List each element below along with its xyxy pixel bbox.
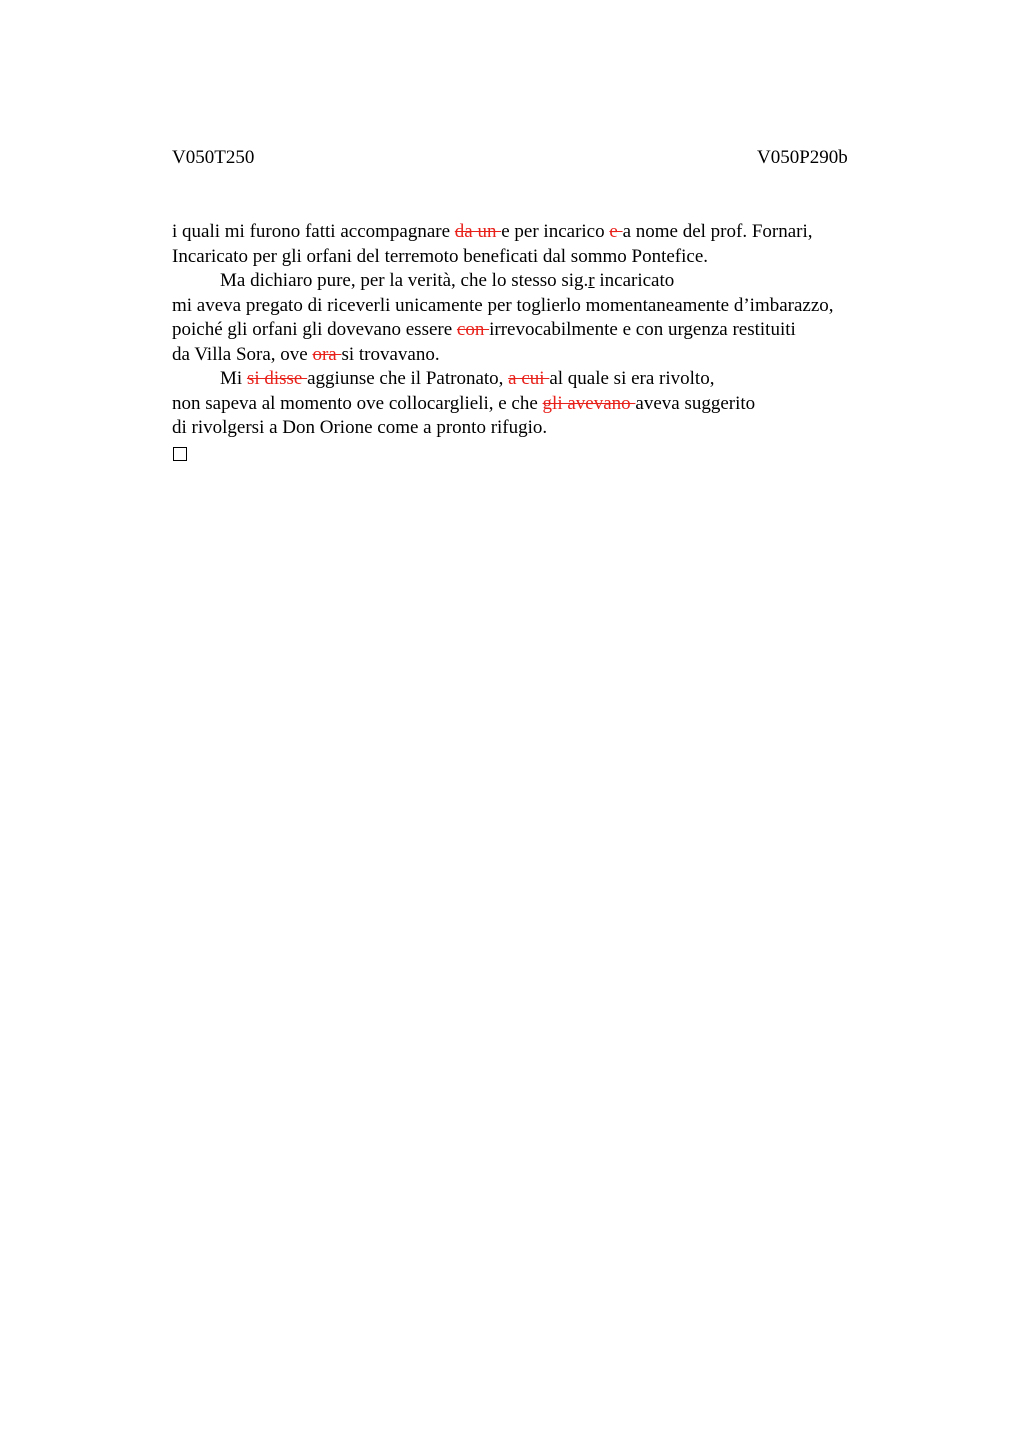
deleted-text: da un bbox=[454, 221, 502, 242]
document-body bbox=[172, 220, 932, 461]
deleted-text: a cui bbox=[508, 368, 550, 389]
deleted-text: con bbox=[456, 319, 490, 340]
text-line bbox=[172, 220, 932, 245]
text-span: si trovavano. bbox=[341, 343, 440, 365]
text-span: aveva suggerito bbox=[635, 392, 756, 414]
text-span: Ma dichiaro pure, per la verità, che lo stesso sig. bbox=[220, 270, 589, 291]
text-line bbox=[172, 343, 932, 368]
text-span: non sapeva al momento ove collocarglieli, e che bbox=[172, 392, 543, 414]
text-span: aggiunse che il Patronato, bbox=[307, 368, 509, 389]
text-line bbox=[172, 367, 932, 392]
underlined-abbreviation: r bbox=[588, 270, 595, 291]
text-span: a nome del prof. Fornari, bbox=[622, 221, 813, 242]
document-code-left: V050T250 bbox=[172, 147, 255, 168]
text-span: Mi bbox=[220, 368, 247, 389]
text-line bbox=[172, 318, 932, 343]
text-span: e per incarico bbox=[501, 221, 610, 242]
text-line bbox=[172, 392, 932, 417]
text-span: al quale si era rivolto, bbox=[549, 368, 715, 389]
text-span: da Villa Sora, ove bbox=[172, 343, 313, 365]
square-icon bbox=[173, 447, 187, 461]
text-span: incaricato bbox=[594, 270, 675, 291]
text-span: i quali mi furono fatti accompagnare bbox=[172, 221, 455, 242]
deleted-text: e bbox=[609, 221, 623, 242]
text-span: irrevocabilmente e con urgenza restituiti bbox=[489, 319, 796, 340]
text-span: poiché gli orfani gli dovevano essere bbox=[172, 319, 457, 340]
text-line bbox=[172, 269, 932, 294]
text-line: Incaricato per gli orfani del terremoto beneficati dal sommo Pontefice. bbox=[172, 245, 709, 267]
text-line: mi aveva pregato di riceverli unicamente per toglierlo momentaneamente d’imbarazzo, bbox=[172, 294, 834, 316]
deleted-text: gli avevano bbox=[542, 392, 636, 414]
document-code-right: V050P290b bbox=[757, 147, 848, 168]
deleted-text: si disse bbox=[246, 368, 308, 389]
deleted-text: ora bbox=[312, 343, 342, 365]
text-line: di rivolgersi a Don Orione come a pronto rifugio. bbox=[172, 417, 548, 438]
